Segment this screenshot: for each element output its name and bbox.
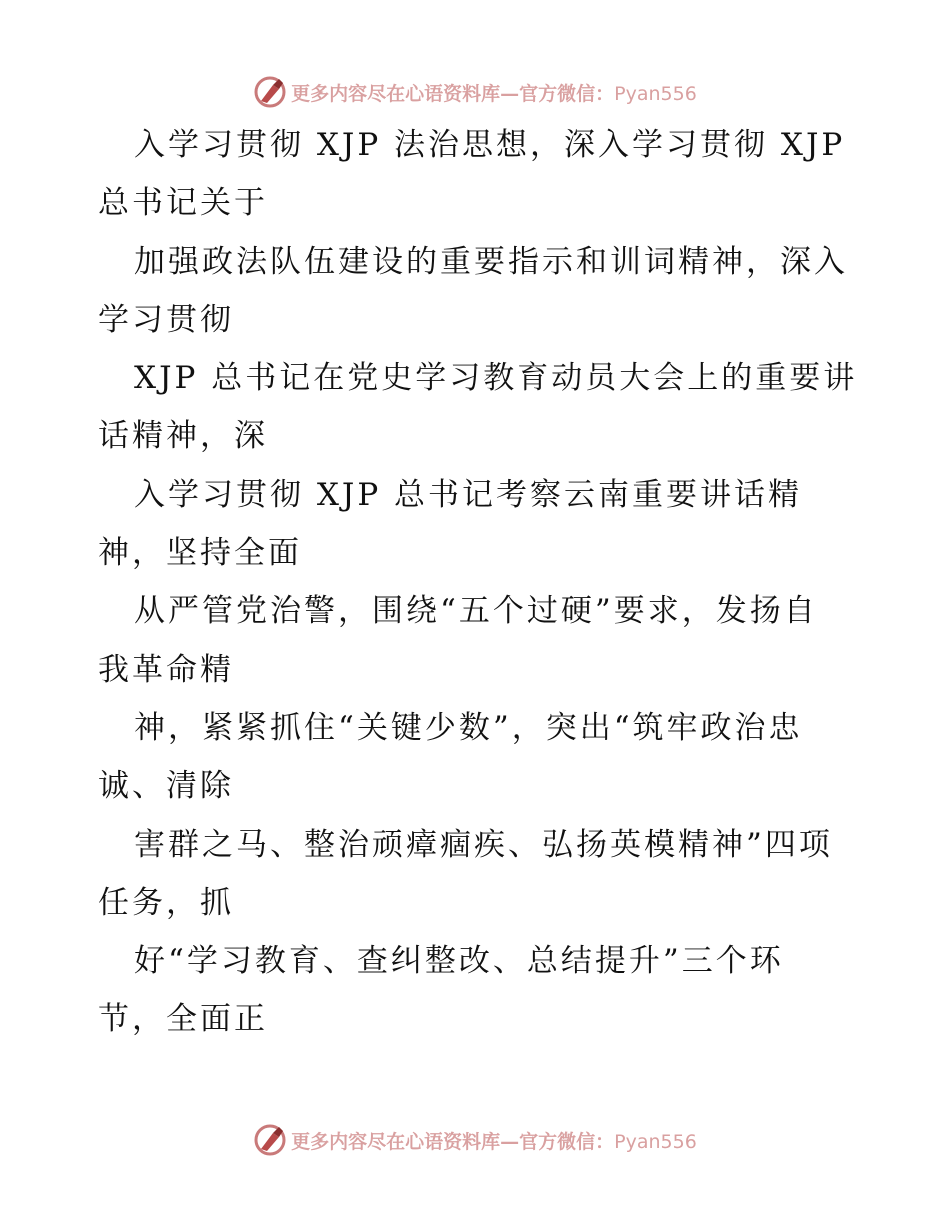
pen-nib-circle-icon (253, 75, 287, 109)
text-line: 神，紧紧抓住“关键少数”，突出“筑牢政治忠 (134, 709, 803, 746)
text-line: 加强政法队伍建设的重要指示和训词精神，深入 (134, 243, 848, 280)
text-line: 任务，抓 (98, 884, 234, 921)
text-line: XJP 总书记在党史学习教育动员大会上的重要讲 (134, 360, 858, 397)
watermark-text (291, 1127, 697, 1154)
text-line: 学习贯彻 (98, 301, 234, 338)
text-line: 诚、清除 (98, 768, 234, 805)
text-line: 神，坚持全面 (98, 535, 302, 572)
text-line: 入学习贯彻 XJP 总书记考察云南重要讲话精 (134, 476, 803, 513)
footer-watermark (0, 1120, 950, 1160)
text-line: 我革命精 (98, 651, 234, 688)
text-line: 从严管党治警，围绕“五个过硬”要求，发扬自 (134, 593, 818, 630)
watermark-text-cn: 更多内容尽在心语资料库—官方微信： (291, 1130, 615, 1153)
watermark-text-id: Pyan556 (614, 1130, 697, 1153)
watermark-text-cn: 更多内容尽在心语资料库—官方微信： (291, 82, 615, 105)
text-line: 入学习贯彻 XJP 法治思想，深入学习贯彻 XJP (134, 127, 846, 163)
watermark-text (291, 79, 697, 106)
header-watermark (0, 72, 950, 112)
document-body (98, 116, 858, 1049)
pen-nib-circle-icon (253, 1123, 287, 1157)
text-line: 害群之马、整治顽瘴痼疾、弘扬英模精神”四项 (134, 826, 833, 863)
text-line: 总书记关于 (98, 185, 268, 222)
text-line: 节，全面正 (98, 1001, 268, 1038)
watermark-text-id: Pyan556 (614, 82, 697, 105)
text-line: 话精神，深 (98, 418, 268, 455)
text-line: 好“学习教育、查纠整改、总结提升”三个环 (134, 943, 784, 980)
